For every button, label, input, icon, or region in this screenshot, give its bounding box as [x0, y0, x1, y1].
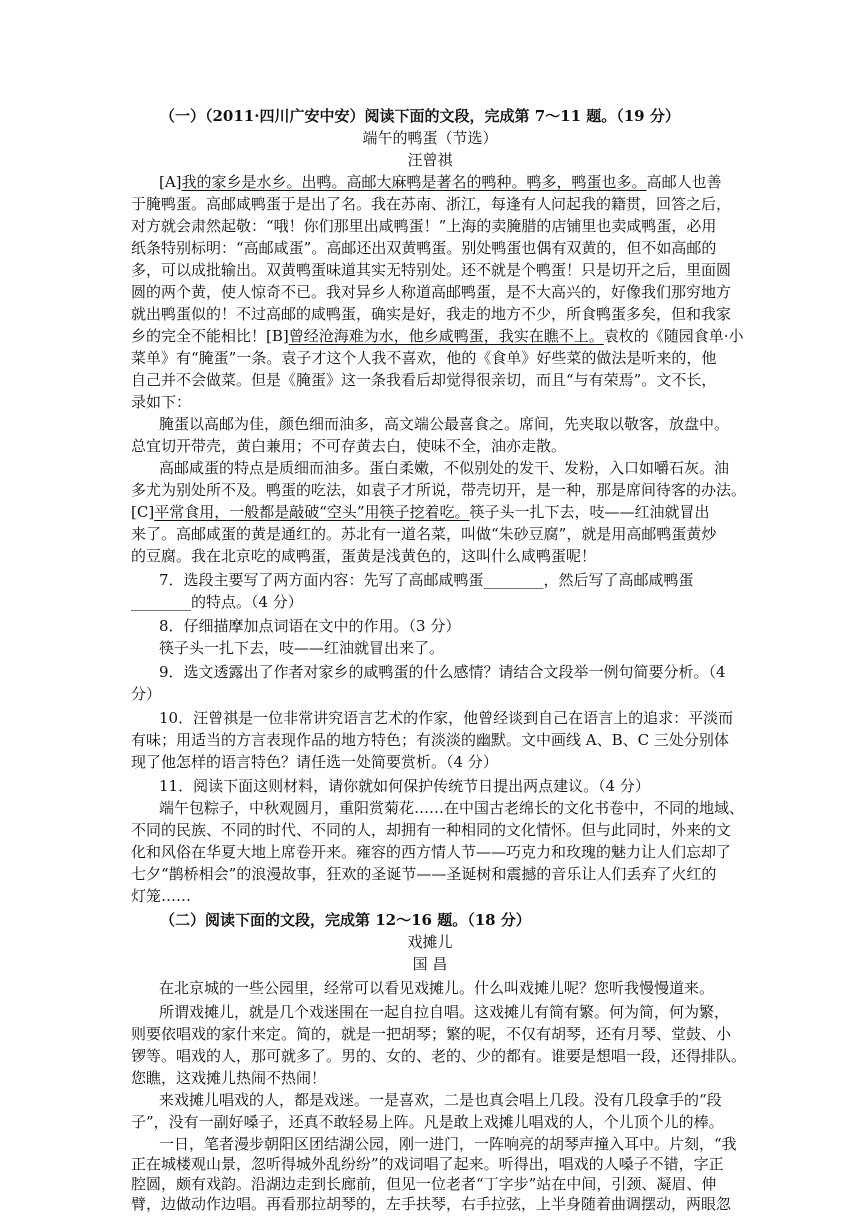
- section-2-heading: （二）阅读下面的文段，完成第 12～16 题。（18 分）: [160, 911, 531, 929]
- question-10: 10．汪曾祺是一位非常讲究语言艺术的作家，他曾经谈到自己在语言上的追求：平淡而: [159, 709, 734, 727]
- underline-a: 我的家乡是水乡。出鸭。高邮大麻鸭是著名的鸭种。鸭多，鸭蛋也多。: [181, 173, 647, 191]
- question-9: 9．选文透露出了作者对家乡的咸鸭蛋的什么感情？请结合文段举一例句简要分析。（4: [159, 663, 726, 681]
- passage-line: 腔圆，颇有戏韵。沿湖边走到长廊前，但见一位老者“丁字步”站在中间，引颈、凝眉、伸: [131, 1175, 717, 1193]
- section-1-title: 端午的鸭蛋（节选）: [362, 129, 498, 147]
- passage-line: 菜单》有“腌蛋”一条。袁子才这个人我不喜欢，他的《食单》好些菜的做法是听来的，他: [131, 349, 717, 367]
- material-line: 端午包粽子，中秋观圆月，重阳赏菊花……在中国古老绵长的文化书卷中，不同的地域、: [159, 799, 745, 817]
- section-2-author: 国 昌: [412, 955, 448, 973]
- passage-line: 多尤为别处所不及。鸭蛋的吃法，如袁子才所说，带壳切开，是一种，那是席间待客的办法。: [131, 481, 747, 499]
- question-9-cont: 分）: [131, 685, 162, 703]
- underline-c: 平常食用，一般都是敲破“空头”用筷子挖着吃。: [154, 503, 470, 521]
- passage-line: [A]我的家乡是水乡。出鸭。高邮大麻鸭是著名的鸭种。鸭多，鸭蛋也多。高邮人也善: [159, 173, 722, 191]
- material-line: 七夕“鹊桥相会”的浪漫故事，狂欢的圣诞节——圣诞树和震撼的音乐让人们丢弃了火红的: [131, 865, 717, 883]
- material-line: 灯笼……: [131, 887, 192, 905]
- quote-line: 腌蛋以高邮为佳，颜色细而油多，高文端公最喜食之。席间，先夹取以敬客，放盘中。: [159, 415, 730, 433]
- passage-line: 乡的完全不能相比！[B]曾经沧海难为水，他乡咸鸭蛋，我实在瞧不上。袁枚的《随园食单·小: [131, 327, 744, 345]
- passage-line: 臂，边做动作边唱。再看那拉胡琴的，左手扶琴，右手拉弦，上半身随着曲调摆动，两眼忽: [131, 1195, 732, 1213]
- passage-line: 录如下：: [131, 393, 192, 411]
- question-8-sentence: 筷子头一扎下去，吱——红油就冒出来了。: [159, 639, 445, 657]
- passage-line: 在北京城的一些公园里，经常可以看见戏摊儿。什么叫戏摊儿呢？您听我慢慢道来。: [159, 979, 715, 997]
- material-line: 化和风俗在华夏大地上席卷开来。雍容的西方情人节——巧克力和玫瑰的魅力让人们忘却了: [131, 843, 732, 861]
- passage-line: 所谓戏摊儿，就是几个戏迷围在一起自拉自唱。这戏摊儿有简有繁。何为简，何为繁，: [159, 1003, 730, 1021]
- passage-line: 对方就会肃然起敬：“哦！你们那里出咸鸭蛋！”上海的卖腌腊的店铺里也卖咸鸭蛋，必用: [131, 217, 717, 235]
- underline-b: 曾经沧海难为水，他乡咸鸭蛋，我实在瞧不上。: [288, 327, 604, 345]
- quote-line: 总宜切开带壳，黄白兼用；不可存黄去白，使味不全，油亦走散。: [131, 437, 567, 455]
- passage-line: 的豆腐。我在北京吃的咸鸭蛋，蛋黄是浅黄色的，这叫什么咸鸭蛋呢！: [131, 547, 597, 565]
- passage-line: 纸条特别标明：“高邮咸蛋”。高邮还出双黄鸭蛋。别处鸭蛋也偶有双黄的，但不如高邮的: [131, 239, 717, 257]
- passage-line: 子”，没有一副好嗓子，还真不敢轻易上阵。凡是敢上戏摊儿唱戏的人，个儿顶个儿的棒。: [131, 1113, 724, 1131]
- passage-line: 多，可以成批输出。双黄鸭蛋味道其实无特别处。还不就是个鸭蛋！只是切开之后，里面圆: [131, 261, 732, 279]
- section-1-author: 汪曾祺: [407, 151, 453, 169]
- question-11: 11．阅读下面这则材料，请你就如何保护传统节日提出两点建议。（4 分）: [159, 777, 650, 795]
- passage-line: 自己并不会做菜。但是《腌蛋》这一条我看后却觉得很亲切，而且“与有荣焉”。文不长，: [131, 371, 717, 389]
- passage-line: 高邮咸蛋的特点是质细而油多。蛋白柔嫩，不似别处的发干、发粉，入口如嚼石灰。油: [159, 459, 730, 477]
- passage-line: 于腌鸭蛋。高邮咸鸭蛋于是出了名。我在苏南、浙江，每逢有人问起我的籍贯，回答之后，: [131, 195, 732, 213]
- passage-line: 您瞧，这戏摊儿热闹不热闹！: [131, 1069, 327, 1087]
- question-10-cont: 现了他怎样的语言特色？请任选一处简要赏析。（4 分）: [131, 753, 498, 771]
- question-7: 7．选段主要写了两方面内容：先写了高邮咸鸭蛋________，然后写了高邮咸鸭蛋: [159, 571, 694, 589]
- question-10-cont: 有味；用适当的方言表现作品的地方特色；有淡淡的幽默。文中画线 A、B、C 三处分别体: [131, 731, 729, 749]
- passage-line: 正在城楼观山景，忽听得城外乱纷纷”的戏词唱了起来。听得出，唱戏的人嗓子不错，字正: [131, 1155, 724, 1173]
- marker-c: [C]: [131, 503, 155, 521]
- section-2-title: 戏摊儿: [407, 933, 453, 951]
- passage-line: 一日，笔者漫步朝阳区团结湖公园，刚一进门，一阵响亮的胡琴声撞入耳中。片刻，“我: [159, 1135, 737, 1153]
- passage-line: 来戏摊儿唱戏的人，都是戏迷。一是喜欢，二是也真会唱上几段。没有几段拿手的“段: [159, 1091, 722, 1109]
- passage-line: 锣等。唱戏的人，那可就多了。男的、女的、老的、少的都有。谁要是想唱一段，还得排队。: [131, 1047, 747, 1065]
- section-1-heading: （一）（2011·四川广安中安）阅读下面的文段，完成第 7～11 题。（19 分）: [160, 107, 680, 125]
- passage-line: 来了。高邮咸蛋的黄是通红的。苏北有一道名菜，叫做“朱砂豆腐”，就是用高邮鸭蛋黄炒: [131, 525, 717, 543]
- marker-a: [A]: [159, 173, 182, 191]
- passage-line: 则要依唱戏的家什来定。简的，就是一把胡琴；繁的呢，不仅有胡琴，还有月琴、堂鼓、小: [131, 1025, 732, 1043]
- question-8: 8．仔细描摩加点词语在文中的作用。（3 分）: [159, 617, 461, 635]
- question-7-cont: ________的特点。（4 分）: [131, 593, 303, 611]
- passage-line: 圆的两个黄，使人惊奇不已。我对异乡人称道高邮鸭蛋，是不大高兴的，好像我们那穷地方: [131, 283, 732, 301]
- material-line: 不同的民族、不同的时代、不同的人，却拥有一种相同的文化情怀。但与此同时，外来的文: [131, 821, 732, 839]
- passage-line: [C]平常食用，一般都是敲破“空头”用筷子挖着吃。筷子头一扎下去，吱——红油就冒出: [131, 503, 710, 521]
- passage-line: 就出鸭蛋似的！不过高邮的咸鸭蛋，确实是好，我走的地方不少，所食鸭蛋多矣，但和我家: [131, 305, 732, 323]
